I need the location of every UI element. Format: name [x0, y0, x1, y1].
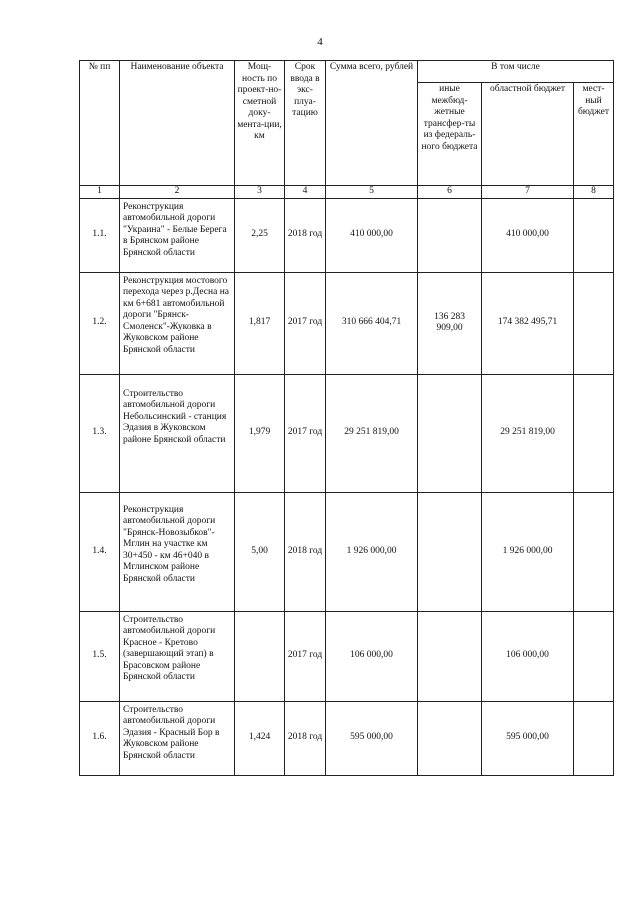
row-capacity: 1,979 — [235, 374, 285, 492]
index-cell: 4 — [285, 186, 326, 199]
row-total: 310 666 404,71 — [326, 272, 418, 374]
row-no: 1.6. — [80, 701, 120, 775]
row-term: 2018 год — [285, 492, 326, 611]
header-local: мест-ный бюджет — [574, 83, 614, 186]
row-federal — [418, 611, 482, 701]
header-regional: областной бюджет — [482, 83, 574, 186]
index-cell: 7 — [482, 186, 574, 199]
row-no: 1.5. — [80, 611, 120, 701]
header-term: Срок ввода в экс-плуа-тацию — [285, 61, 326, 186]
row-name: Реконструкция автомобильной дороги "Брянск-Новозыбков"-Мглин на участке км 30+450 - км 46+040 в Мглинском районе Брянской области — [120, 492, 235, 611]
row-local — [574, 272, 614, 374]
row-term: 2018 год — [285, 198, 326, 272]
row-local — [574, 701, 614, 775]
row-name: Строительство автомобильной дороги Эдазия - Красный Бор в Жуковском районе Брянской области — [120, 701, 235, 775]
row-local — [574, 492, 614, 611]
row-local — [574, 198, 614, 272]
index-cell: 5 — [326, 186, 418, 199]
header-row-top — [80, 61, 614, 83]
index-cell: 2 — [120, 186, 235, 199]
row-capacity: 1,424 — [235, 701, 285, 775]
column-index-row — [80, 186, 614, 199]
row-no: 1.1. — [80, 198, 120, 272]
row-total: 1 926 000,00 — [326, 492, 418, 611]
index-cell: 6 — [418, 186, 482, 199]
row-regional: 29 251 819,00 — [482, 374, 574, 492]
row-regional: 1 926 000,00 — [482, 492, 574, 611]
row-term: 2017 год — [285, 611, 326, 701]
header-including: В том числе — [418, 61, 614, 83]
row-capacity: 2,25 — [235, 198, 285, 272]
row-name: Строительство автомобильной дороги Красное - Кретово (завершающий этап) в Брасовском районе Брянской области — [120, 611, 235, 701]
objects-table — [79, 60, 614, 776]
row-local — [574, 374, 614, 492]
row-total: 410 000,00 — [326, 198, 418, 272]
row-total: 595 000,00 — [326, 701, 418, 775]
row-regional: 174 382 495,71 — [482, 272, 574, 374]
table-row — [80, 492, 614, 611]
table-row — [80, 611, 614, 701]
header-name: Наименование объекта — [120, 61, 235, 186]
header-total: Сумма всего, рублей — [326, 61, 418, 186]
header-federal: иные межбюд-жетные трансфер-ты из федераль-ного бюджета — [418, 83, 482, 186]
table-row — [80, 272, 614, 374]
row-regional: 410 000,00 — [482, 198, 574, 272]
table-row — [80, 198, 614, 272]
row-regional: 106 000,00 — [482, 611, 574, 701]
table-row — [80, 701, 614, 775]
row-name: Реконструкция автомобильной дороги "Украина" - Белые Берега в Брянском районе Брянской области — [120, 198, 235, 272]
row-federal — [418, 492, 482, 611]
row-federal: 136 283 909,00 — [418, 272, 482, 374]
page-number: 4 — [317, 36, 323, 48]
row-capacity: 5,00 — [235, 492, 285, 611]
row-term: 2017 год — [285, 272, 326, 374]
row-term: 2018 год — [285, 701, 326, 775]
row-no: 1.2. — [80, 272, 120, 374]
row-name: Строительство автомобильной дороги Небольсинский - станция Эдазия в Жуковском районе Брянской области — [120, 374, 235, 492]
row-total: 106 000,00 — [326, 611, 418, 701]
row-name: Реконструкция мостового перехода через р.Десна на км 6+681 автомобильной дороги "Брянск-Смоленск"-Жуковка в Жуковском районе Брянской области — [120, 272, 235, 374]
row-term: 2017 год — [285, 374, 326, 492]
index-cell: 1 — [80, 186, 120, 199]
row-capacity — [235, 611, 285, 701]
row-federal — [418, 701, 482, 775]
index-cell: 8 — [574, 186, 614, 199]
row-no: 1.4. — [80, 492, 120, 611]
row-federal — [418, 198, 482, 272]
table-row — [80, 374, 614, 492]
row-capacity: 1,817 — [235, 272, 285, 374]
row-local — [574, 611, 614, 701]
row-regional: 595 000,00 — [482, 701, 574, 775]
row-no: 1.3. — [80, 374, 120, 492]
header-capacity: Мощ-ность по проект-но-сметной доку-мента-ции, км — [235, 61, 285, 186]
header-no: № пп — [80, 61, 120, 186]
row-total: 29 251 819,00 — [326, 374, 418, 492]
row-federal — [418, 374, 482, 492]
index-cell: 3 — [235, 186, 285, 199]
